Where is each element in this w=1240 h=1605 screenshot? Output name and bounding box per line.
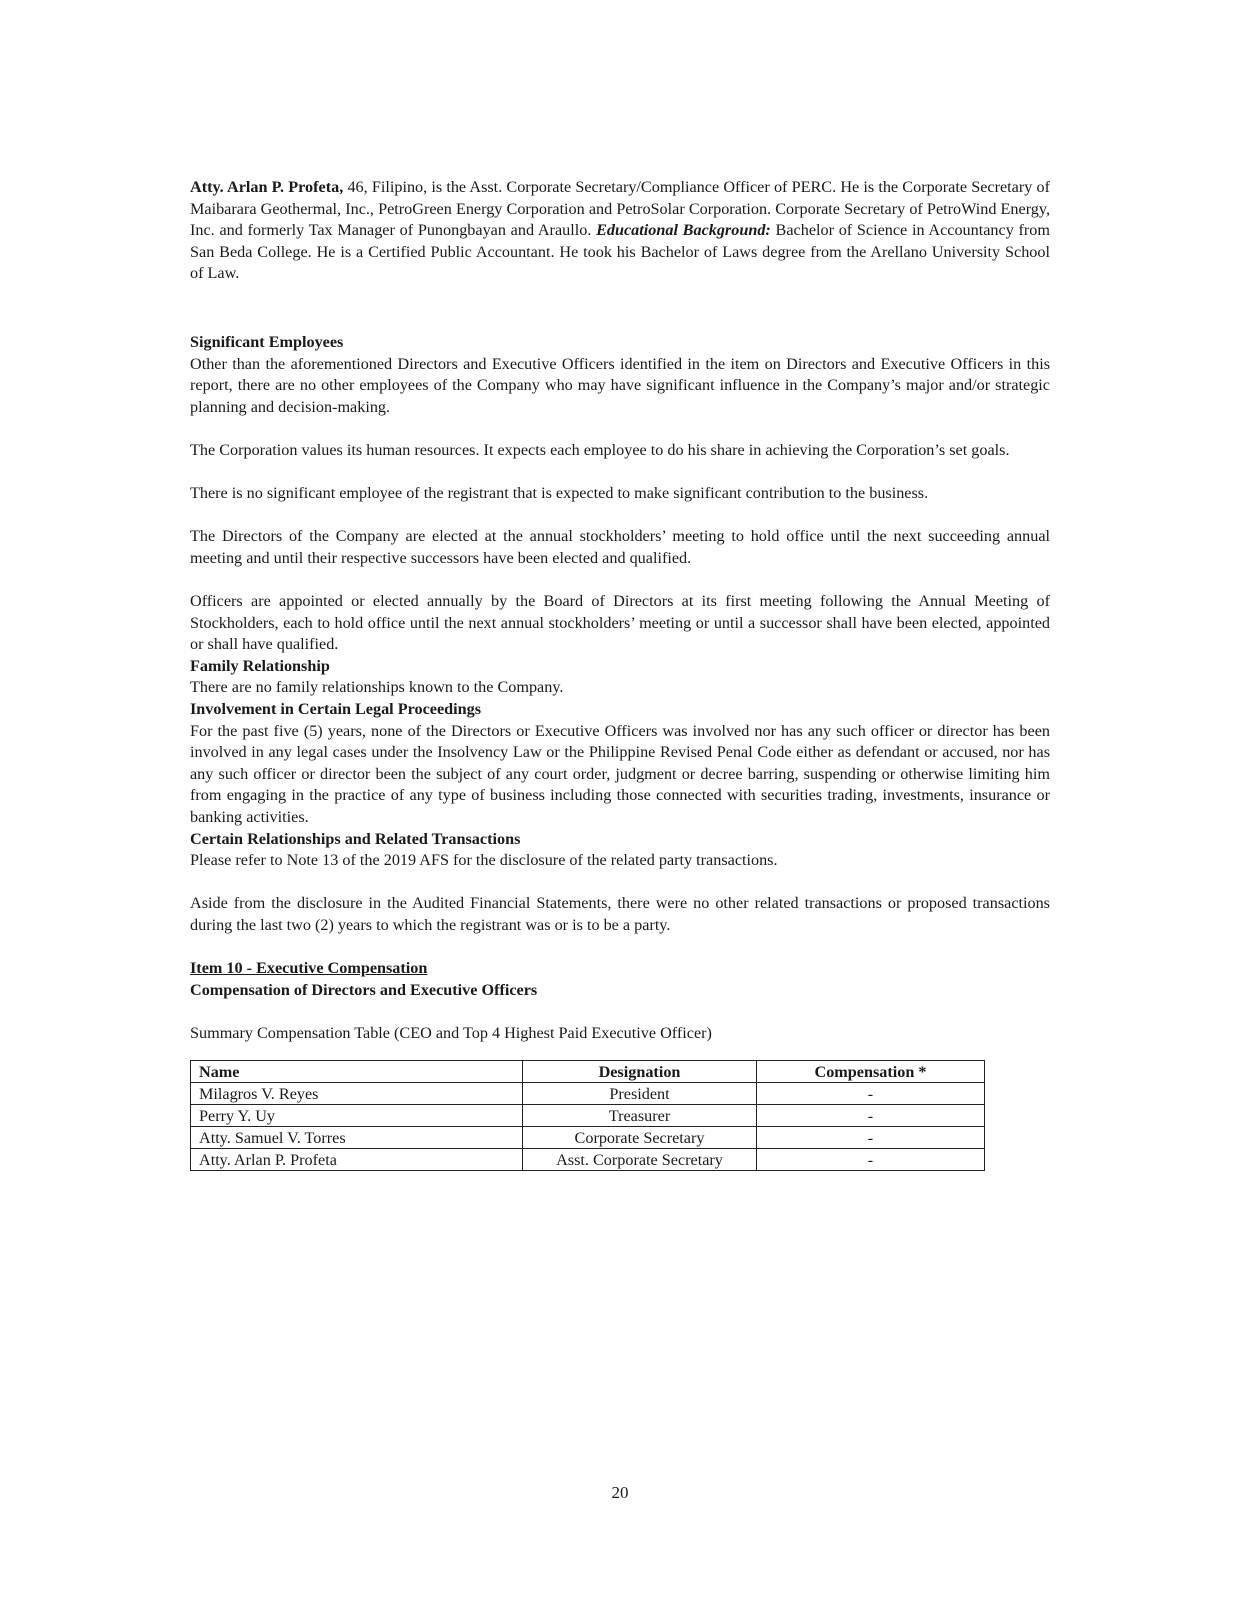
header-designation: Designation (523, 1060, 757, 1082)
significant-employees-p5: Officers are appointed or elected annually by the Board of Directors at its first meeting following the Annual Meeting of Stockholders, each to hold office until the next annual stockholders’ meeting or until a successor shall have been elected, appointed or shall have qualified. (190, 592, 1050, 654)
legal-proceedings-heading: Involvement in Certain Legal Proceedings (190, 700, 482, 719)
cell-compensation: - (757, 1148, 985, 1170)
cell-name: Atty. Samuel V. Torres (191, 1126, 523, 1148)
table-row (191, 1082, 985, 1104)
significant-employees-p1: Other than the aforementioned Directors and Executive Officers identified in the item on Directors and Executive Officers in this report, there are no other employees of the Company who may have significant influence in the Company’s major and/or strategic planning and decision-making. (190, 354, 1050, 416)
cell-compensation: - (757, 1126, 985, 1148)
cell-designation: Asst. Corporate Secretary (523, 1148, 757, 1170)
compensation-table-caption: Summary Compensation Table (CEO and Top 4 Highest Paid Executive Officer) (190, 1023, 712, 1042)
bio-paragraph (190, 177, 1050, 285)
family-relationship-p1: There are no family relationships known to the Company. (190, 678, 564, 697)
table-row (191, 1148, 985, 1170)
item-10-heading (190, 958, 1050, 980)
cell-name: Milagros V. Reyes (191, 1082, 523, 1104)
related-transactions-heading: Certain Relationships and Related Transactions (190, 829, 521, 848)
cell-compensation: - (757, 1104, 985, 1126)
header-compensation: Compensation * (757, 1060, 985, 1082)
bio-education-label: Educational Background: (596, 221, 771, 240)
cell-designation: President (523, 1082, 757, 1104)
related-transactions-p2: Aside from the disclosure in the Audited Financial Statements, there were no other related transactions or proposed transactions during the last two (2) years to which the registrant was or is to be a party. (190, 894, 1050, 934)
page-number: 20 (611, 1483, 629, 1502)
table-header-row (191, 1060, 985, 1082)
bio-text-2: Bachelor of Science in Accountancy from San Beda College. He is a Certified Public Accountant. He took his Bachelor of Laws degree from the Arellano University School of Law. (190, 221, 1050, 283)
bio-name: Atty. Arlan P. Profeta, (190, 178, 344, 196)
item-10-heading-text: Item 10 - Executive Compensation (190, 959, 428, 978)
cell-compensation: - (757, 1082, 985, 1104)
table-row (191, 1104, 985, 1126)
legal-proceedings-p1: For the past five (5) years, none of the Directors or Executive Officers was involved nor has any such officer or director has been involved in any legal cases under the Insolvency Law or the Philippine Revised Penal Code either as defendant or accused, nor has any such officer or director been the subject of any court order, judgment or decree barring, suspending or otherwise limiting him from engaging in the practice of any type of business including those connected with securities trading, investments, insurance or banking activities. (190, 721, 1050, 827)
significant-employees-heading: Significant Employees (190, 332, 344, 351)
related-transactions-p1: Please refer to Note 13 of the 2019 AFS for the disclosure of the related party transactions. (190, 851, 778, 870)
significant-employees-p3: There is no significant employee of the registrant that is expected to make significant contribution to the business. (190, 484, 929, 503)
cell-designation: Treasurer (523, 1104, 757, 1126)
cell-designation: Corporate Secretary (523, 1126, 757, 1148)
significant-employees-p2: The Corporation values its human resources. It expects each employee to do his share in achieving the Corporation’s set goals. (190, 440, 1010, 459)
family-relationship-heading: Family Relationship (190, 656, 330, 675)
compensation-table (190, 1060, 985, 1171)
document-page (190, 177, 1050, 1171)
compensation-subheading: Compensation of Directors and Executive Officers (190, 980, 538, 999)
cell-name: Atty. Arlan P. Profeta (191, 1148, 523, 1170)
bio-text-1: 46, Filipino, is the Asst. Corporate Secretary/Compliance Officer of PERC. He is the Corporate Secretary of Maibarara Geothermal, Inc., PetroGreen Energy Corporation and PetroSolar Corporation. Corporate Secretary of PetroWind Energy, Inc. and formerly Tax Manager of Punongbayan and Araullo. (190, 178, 1050, 240)
significant-employees-p4: The Directors of the Company are elected at the annual stockholders’ meeting to hold office until the next succeeding annual meeting and until their respective successors have been elected and qualified. (190, 527, 1050, 567)
header-name: Name (191, 1060, 523, 1082)
table-row (191, 1126, 985, 1148)
cell-name: Perry Y. Uy (191, 1104, 523, 1126)
